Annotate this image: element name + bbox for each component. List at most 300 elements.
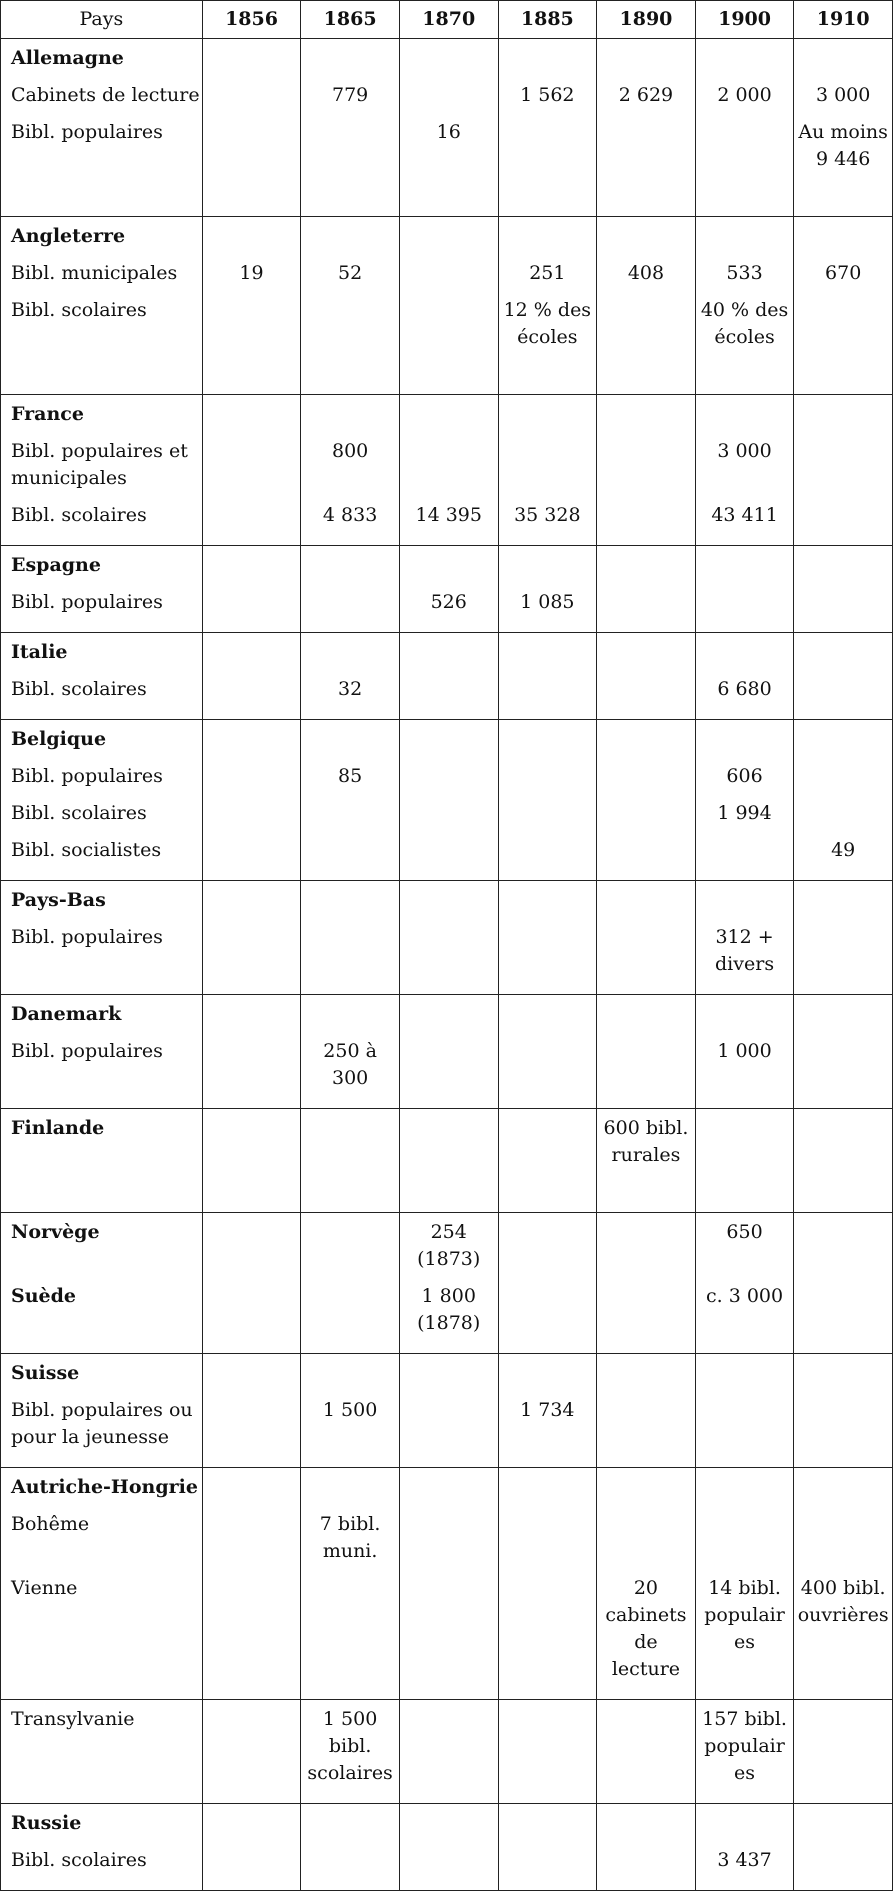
cell-value: 606 <box>726 765 763 787</box>
cell-value <box>206 800 298 837</box>
cell-value <box>502 1511 594 1575</box>
cell-value <box>206 119 298 210</box>
library-type-label: Bibl. populaires <box>11 765 163 787</box>
cell-value: 600 bibl. rurales <box>603 1117 689 1166</box>
cell-value: 1 800 (1878) <box>417 1285 481 1334</box>
data-cell <box>597 1213 696 1354</box>
cell-value: Au moins 9 446 <box>798 121 888 170</box>
data-cell <box>301 395 400 546</box>
cell-value <box>206 763 298 800</box>
cell-value <box>304 1360 396 1397</box>
library-type-label: Bibl. populaires ou pour la jeunesse <box>11 1399 193 1448</box>
cell-value <box>206 1001 298 1038</box>
library-type-label: Bibl. populaires <box>11 121 163 143</box>
cell-value <box>600 800 692 837</box>
data-cell <box>695 1804 794 1891</box>
table-row <box>1 720 893 881</box>
cell-value: 35 328 <box>514 504 581 526</box>
data-cell <box>695 395 794 546</box>
cell-value <box>206 639 298 676</box>
data-cell <box>498 1468 597 1700</box>
cell-value <box>502 552 594 589</box>
data-cell <box>597 995 696 1109</box>
data-cell <box>399 1468 498 1700</box>
cell-value: 3 437 <box>717 1849 772 1871</box>
library-type-label: Bibl. populaires <box>11 591 163 613</box>
cell-value <box>403 887 495 924</box>
table-row <box>1 1804 893 1891</box>
cell-value <box>304 45 396 82</box>
cell-value <box>502 1360 594 1397</box>
row-label-cell <box>1 1804 203 1891</box>
cell-value <box>797 589 889 626</box>
cell-value <box>403 1474 495 1511</box>
cell-value <box>600 297 692 388</box>
library-type-label: Transylvanie <box>11 1708 135 1730</box>
cell-value <box>797 1847 889 1884</box>
row-label-cell <box>1 546 203 633</box>
cell-value: 157 bibl. populaires <box>702 1708 787 1784</box>
data-cell <box>202 217 301 395</box>
cell-value <box>797 1706 889 1797</box>
cell-value: 4 833 <box>322 504 378 526</box>
cell-value <box>699 119 791 210</box>
data-cell <box>597 881 696 995</box>
cell-value <box>304 726 396 763</box>
cell-value <box>206 676 298 713</box>
table-row <box>1 546 893 633</box>
cell-value <box>797 1001 889 1038</box>
data-cell <box>498 1354 597 1468</box>
header-cell-year: 1856 <box>202 1 301 39</box>
cell-value: 85 <box>338 765 363 787</box>
data-cell <box>695 39 794 217</box>
cell-value <box>600 1001 692 1038</box>
cell-value <box>600 438 692 502</box>
cell-value: 52 <box>338 262 363 284</box>
cell-value <box>403 639 495 676</box>
cell-value <box>403 401 495 438</box>
row-label-cell <box>1 217 203 395</box>
row-label-cell <box>1 1468 203 1700</box>
row-label-cell <box>1 633 203 720</box>
cell-value <box>403 924 495 988</box>
cell-value <box>699 1001 791 1038</box>
cell-value <box>699 1810 791 1847</box>
cell-value <box>403 260 495 297</box>
table-row <box>1 995 893 1109</box>
cell-value <box>403 800 495 837</box>
cell-value <box>600 639 692 676</box>
cell-value <box>403 438 495 502</box>
cell-value <box>797 1115 889 1206</box>
cell-value <box>600 1847 692 1884</box>
header-cell-country: Pays <box>1 1 203 39</box>
cell-value: 400 bibl. ouvrières <box>797 1577 889 1626</box>
cell-value <box>699 1397 791 1461</box>
data-cell <box>202 720 301 881</box>
data-cell <box>794 995 893 1109</box>
cell-value <box>206 45 298 82</box>
cell-value <box>502 1575 594 1693</box>
row-label-cell <box>1 1700 203 1804</box>
cell-value <box>403 223 495 260</box>
table-row <box>1 217 893 395</box>
data-cell <box>794 881 893 995</box>
cell-value <box>699 639 791 676</box>
cell-value <box>502 726 594 763</box>
data-cell <box>498 39 597 217</box>
cell-value <box>797 1397 889 1461</box>
table-row <box>1 1213 893 1354</box>
library-type-label: Bibl. populaires <box>11 1040 163 1062</box>
cell-value <box>206 1360 298 1397</box>
cell-value: 14 395 <box>415 504 482 526</box>
cell-value <box>304 1474 396 1511</box>
cell-value <box>403 552 495 589</box>
cell-value <box>600 45 692 82</box>
cell-value <box>797 1360 889 1397</box>
data-cell <box>498 995 597 1109</box>
data-cell <box>695 881 794 995</box>
library-type-label: Bibl. scolaires <box>11 802 147 824</box>
data-cell <box>202 1468 301 1700</box>
table-row <box>1 1354 893 1468</box>
cell-value <box>206 1575 298 1693</box>
data-cell <box>695 546 794 633</box>
table-row <box>1 1700 893 1804</box>
cell-value: 250 à 300 <box>323 1040 377 1089</box>
cell-value <box>403 1360 495 1397</box>
data-cell <box>301 881 400 995</box>
cell-value <box>206 1474 298 1511</box>
cell-value: 2 000 <box>717 84 772 106</box>
cell-value <box>797 1810 889 1847</box>
cell-value <box>600 763 692 800</box>
data-cell <box>202 395 301 546</box>
cell-value <box>304 552 396 589</box>
cell-value <box>502 837 594 874</box>
data-cell <box>301 1468 400 1700</box>
data-cell <box>498 1109 597 1213</box>
data-cell <box>695 1700 794 1804</box>
cell-value <box>600 552 692 589</box>
cell-value <box>206 924 298 988</box>
cell-value: 20 cabinets de lecture <box>605 1577 687 1680</box>
cell-value <box>206 1706 298 1797</box>
country-name: Danemark <box>11 1003 122 1025</box>
table-body <box>1 39 893 1891</box>
data-cell <box>794 1213 893 1354</box>
data-cell <box>498 395 597 546</box>
data-cell <box>597 633 696 720</box>
data-cell <box>399 720 498 881</box>
cell-value <box>304 119 396 210</box>
cell-value <box>403 1001 495 1038</box>
data-cell <box>399 633 498 720</box>
header-cell-year: 1870 <box>399 1 498 39</box>
data-cell <box>597 1109 696 1213</box>
cell-value: 32 <box>338 678 363 700</box>
cell-value <box>600 1706 692 1797</box>
cell-value <box>304 1575 396 1693</box>
cell-value <box>206 502 298 539</box>
data-cell <box>597 1700 696 1804</box>
cell-value <box>206 401 298 438</box>
data-cell <box>399 1213 498 1354</box>
row-label-cell <box>1 995 203 1109</box>
cell-value <box>502 1115 594 1206</box>
cell-value <box>304 1115 396 1206</box>
cell-value <box>600 223 692 260</box>
cell-value <box>304 1283 396 1347</box>
cell-value <box>403 1810 495 1847</box>
data-cell <box>794 546 893 633</box>
library-type-label: Bibl. scolaires <box>11 299 147 321</box>
data-cell <box>794 1700 893 1804</box>
data-cell <box>695 1213 794 1354</box>
cell-value: c. 3 000 <box>705 1285 784 1307</box>
cell-value <box>206 552 298 589</box>
cell-value <box>403 726 495 763</box>
header-cell-year: 1890 <box>597 1 696 39</box>
cell-value <box>403 1847 495 1884</box>
cell-value <box>600 1219 692 1283</box>
data-cell <box>597 39 696 217</box>
cell-value <box>206 1038 298 1102</box>
row-label-cell <box>1 881 203 995</box>
cell-value: 533 <box>726 262 763 284</box>
cell-value: 3 000 <box>717 440 772 462</box>
cell-value <box>699 45 791 82</box>
data-cell <box>695 633 794 720</box>
cell-value <box>699 401 791 438</box>
data-cell <box>202 1354 301 1468</box>
cell-value: 1 734 <box>520 1399 575 1421</box>
cell-value <box>502 676 594 713</box>
data-cell <box>794 217 893 395</box>
table-row <box>1 881 893 995</box>
cell-value <box>206 82 298 119</box>
cell-value: 312 + divers <box>715 926 775 975</box>
cell-value <box>502 401 594 438</box>
cell-value <box>206 297 298 388</box>
library-type-label: Bibl. scolaires <box>11 678 147 700</box>
library-type-label: Bibl. scolaires <box>11 1849 147 1871</box>
cell-value: 14 bibl. populaires <box>704 1577 785 1653</box>
cell-value <box>600 1511 692 1575</box>
cell-value <box>403 1575 495 1693</box>
country-name: Norvège <box>11 1221 100 1243</box>
cell-value: 251 <box>529 262 566 284</box>
data-cell <box>794 1354 893 1468</box>
cell-value <box>502 1219 594 1283</box>
cell-value <box>502 800 594 837</box>
cell-value <box>502 639 594 676</box>
data-cell <box>202 1109 301 1213</box>
data-cell <box>498 1213 597 1354</box>
cell-value <box>403 45 495 82</box>
data-cell <box>301 1700 400 1804</box>
data-cell <box>794 1468 893 1700</box>
cell-value <box>600 1397 692 1461</box>
cell-value <box>797 552 889 589</box>
header-cell-year: 1885 <box>498 1 597 39</box>
cell-value <box>502 45 594 82</box>
cell-value <box>797 887 889 924</box>
data-cell <box>202 995 301 1109</box>
cell-value: 40 % des écoles <box>700 299 789 348</box>
row-label-cell <box>1 39 203 217</box>
cell-value <box>699 1115 791 1206</box>
data-cell <box>794 720 893 881</box>
country-name: Autriche-Hongrie <box>11 1476 198 1498</box>
cell-value <box>304 1219 396 1283</box>
cell-value <box>600 676 692 713</box>
country-name: Allemagne <box>11 47 124 69</box>
cell-value <box>403 676 495 713</box>
cell-value <box>600 1283 692 1347</box>
cell-value <box>600 1360 692 1397</box>
cell-value <box>304 887 396 924</box>
cell-value: 1 000 <box>717 1040 772 1062</box>
data-cell <box>202 546 301 633</box>
cell-value: 670 <box>825 262 862 284</box>
row-label-cell <box>1 720 203 881</box>
data-cell <box>695 995 794 1109</box>
cell-value <box>699 1511 791 1575</box>
cell-value: 3 000 <box>815 84 871 106</box>
country-name: Belgique <box>11 728 107 750</box>
data-cell <box>399 1109 498 1213</box>
data-cell <box>597 1468 696 1700</box>
cell-value <box>600 119 692 210</box>
country-name: Finlande <box>11 1117 105 1139</box>
table-row <box>1 395 893 546</box>
cell-value <box>502 1283 594 1347</box>
cell-value <box>502 1706 594 1797</box>
data-cell <box>794 395 893 546</box>
data-cell <box>301 633 400 720</box>
data-cell <box>695 1109 794 1213</box>
cell-value: 254 (1873) <box>417 1221 481 1270</box>
header-cell-year: 1910 <box>794 1 893 39</box>
cell-value <box>206 438 298 502</box>
data-cell <box>498 1804 597 1891</box>
cell-value <box>600 837 692 874</box>
cell-value: 6 680 <box>717 678 772 700</box>
cell-value <box>403 1397 495 1461</box>
cell-value <box>797 1283 889 1347</box>
cell-value <box>403 837 495 874</box>
data-cell <box>301 546 400 633</box>
header-cell-year: 1865 <box>301 1 400 39</box>
library-type-label: Bibl. populaires <box>11 926 163 948</box>
library-type-label: Cabinets de lecture <box>11 84 200 106</box>
table-row <box>1 39 893 217</box>
cell-value <box>304 800 396 837</box>
cell-value <box>502 223 594 260</box>
data-cell <box>399 546 498 633</box>
data-cell <box>695 217 794 395</box>
cell-value <box>304 223 396 260</box>
library-type-label: Bibl. scolaires <box>11 504 147 526</box>
cell-value <box>699 1474 791 1511</box>
row-label-cell <box>1 1354 203 1468</box>
data-cell <box>695 1468 794 1700</box>
data-cell <box>597 546 696 633</box>
cell-value <box>304 924 396 988</box>
cell-value <box>403 1706 495 1797</box>
data-cell <box>399 1700 498 1804</box>
table-row <box>1 633 893 720</box>
data-cell <box>498 546 597 633</box>
cell-value: 16 <box>436 121 461 143</box>
cell-value <box>206 223 298 260</box>
cell-value <box>600 726 692 763</box>
library-type-label: Bibl. municipales <box>11 262 178 284</box>
cell-value <box>797 639 889 676</box>
cell-value: 526 <box>430 591 467 613</box>
cell-value <box>403 297 495 388</box>
data-cell <box>301 1354 400 1468</box>
library-type-label: Bibl. socialistes <box>11 839 162 861</box>
library-type-label: Bibl. populaires et municipales <box>11 440 188 489</box>
country-name: Suède <box>11 1285 76 1307</box>
data-cell <box>597 1804 696 1891</box>
cell-value: 650 <box>726 1221 763 1243</box>
cell-value <box>304 1810 396 1847</box>
table-row <box>1 1468 893 1700</box>
cell-value <box>797 502 889 539</box>
cell-value: 1 085 <box>520 591 575 613</box>
cell-value <box>206 726 298 763</box>
cell-value <box>699 552 791 589</box>
data-cell <box>399 1354 498 1468</box>
data-cell <box>301 39 400 217</box>
cell-value <box>403 1511 495 1575</box>
cell-value <box>797 223 889 260</box>
cell-value <box>206 1397 298 1461</box>
cell-value <box>502 1847 594 1884</box>
cell-value <box>206 887 298 924</box>
cell-value <box>304 401 396 438</box>
cell-value: 1 500 bibl. scolaires <box>307 1708 393 1784</box>
data-cell <box>597 395 696 546</box>
data-cell <box>301 995 400 1109</box>
cell-value <box>502 119 594 210</box>
cell-value <box>797 1511 889 1575</box>
data-cell <box>498 881 597 995</box>
data-cell <box>794 39 893 217</box>
cell-value <box>797 45 889 82</box>
cell-value <box>797 401 889 438</box>
library-type-label: Bohême <box>11 1513 90 1535</box>
data-cell <box>399 1804 498 1891</box>
data-cell <box>202 1804 301 1891</box>
cell-value <box>403 763 495 800</box>
cell-value <box>403 82 495 119</box>
data-cell <box>399 881 498 995</box>
cell-value <box>502 1038 594 1102</box>
cell-value <box>600 924 692 988</box>
cell-value <box>797 1038 889 1102</box>
cell-value <box>206 1810 298 1847</box>
row-label-cell <box>1 1213 203 1354</box>
cell-value <box>403 1038 495 1102</box>
cell-value: 1 500 <box>322 1399 378 1421</box>
country-name: Italie <box>11 641 68 663</box>
